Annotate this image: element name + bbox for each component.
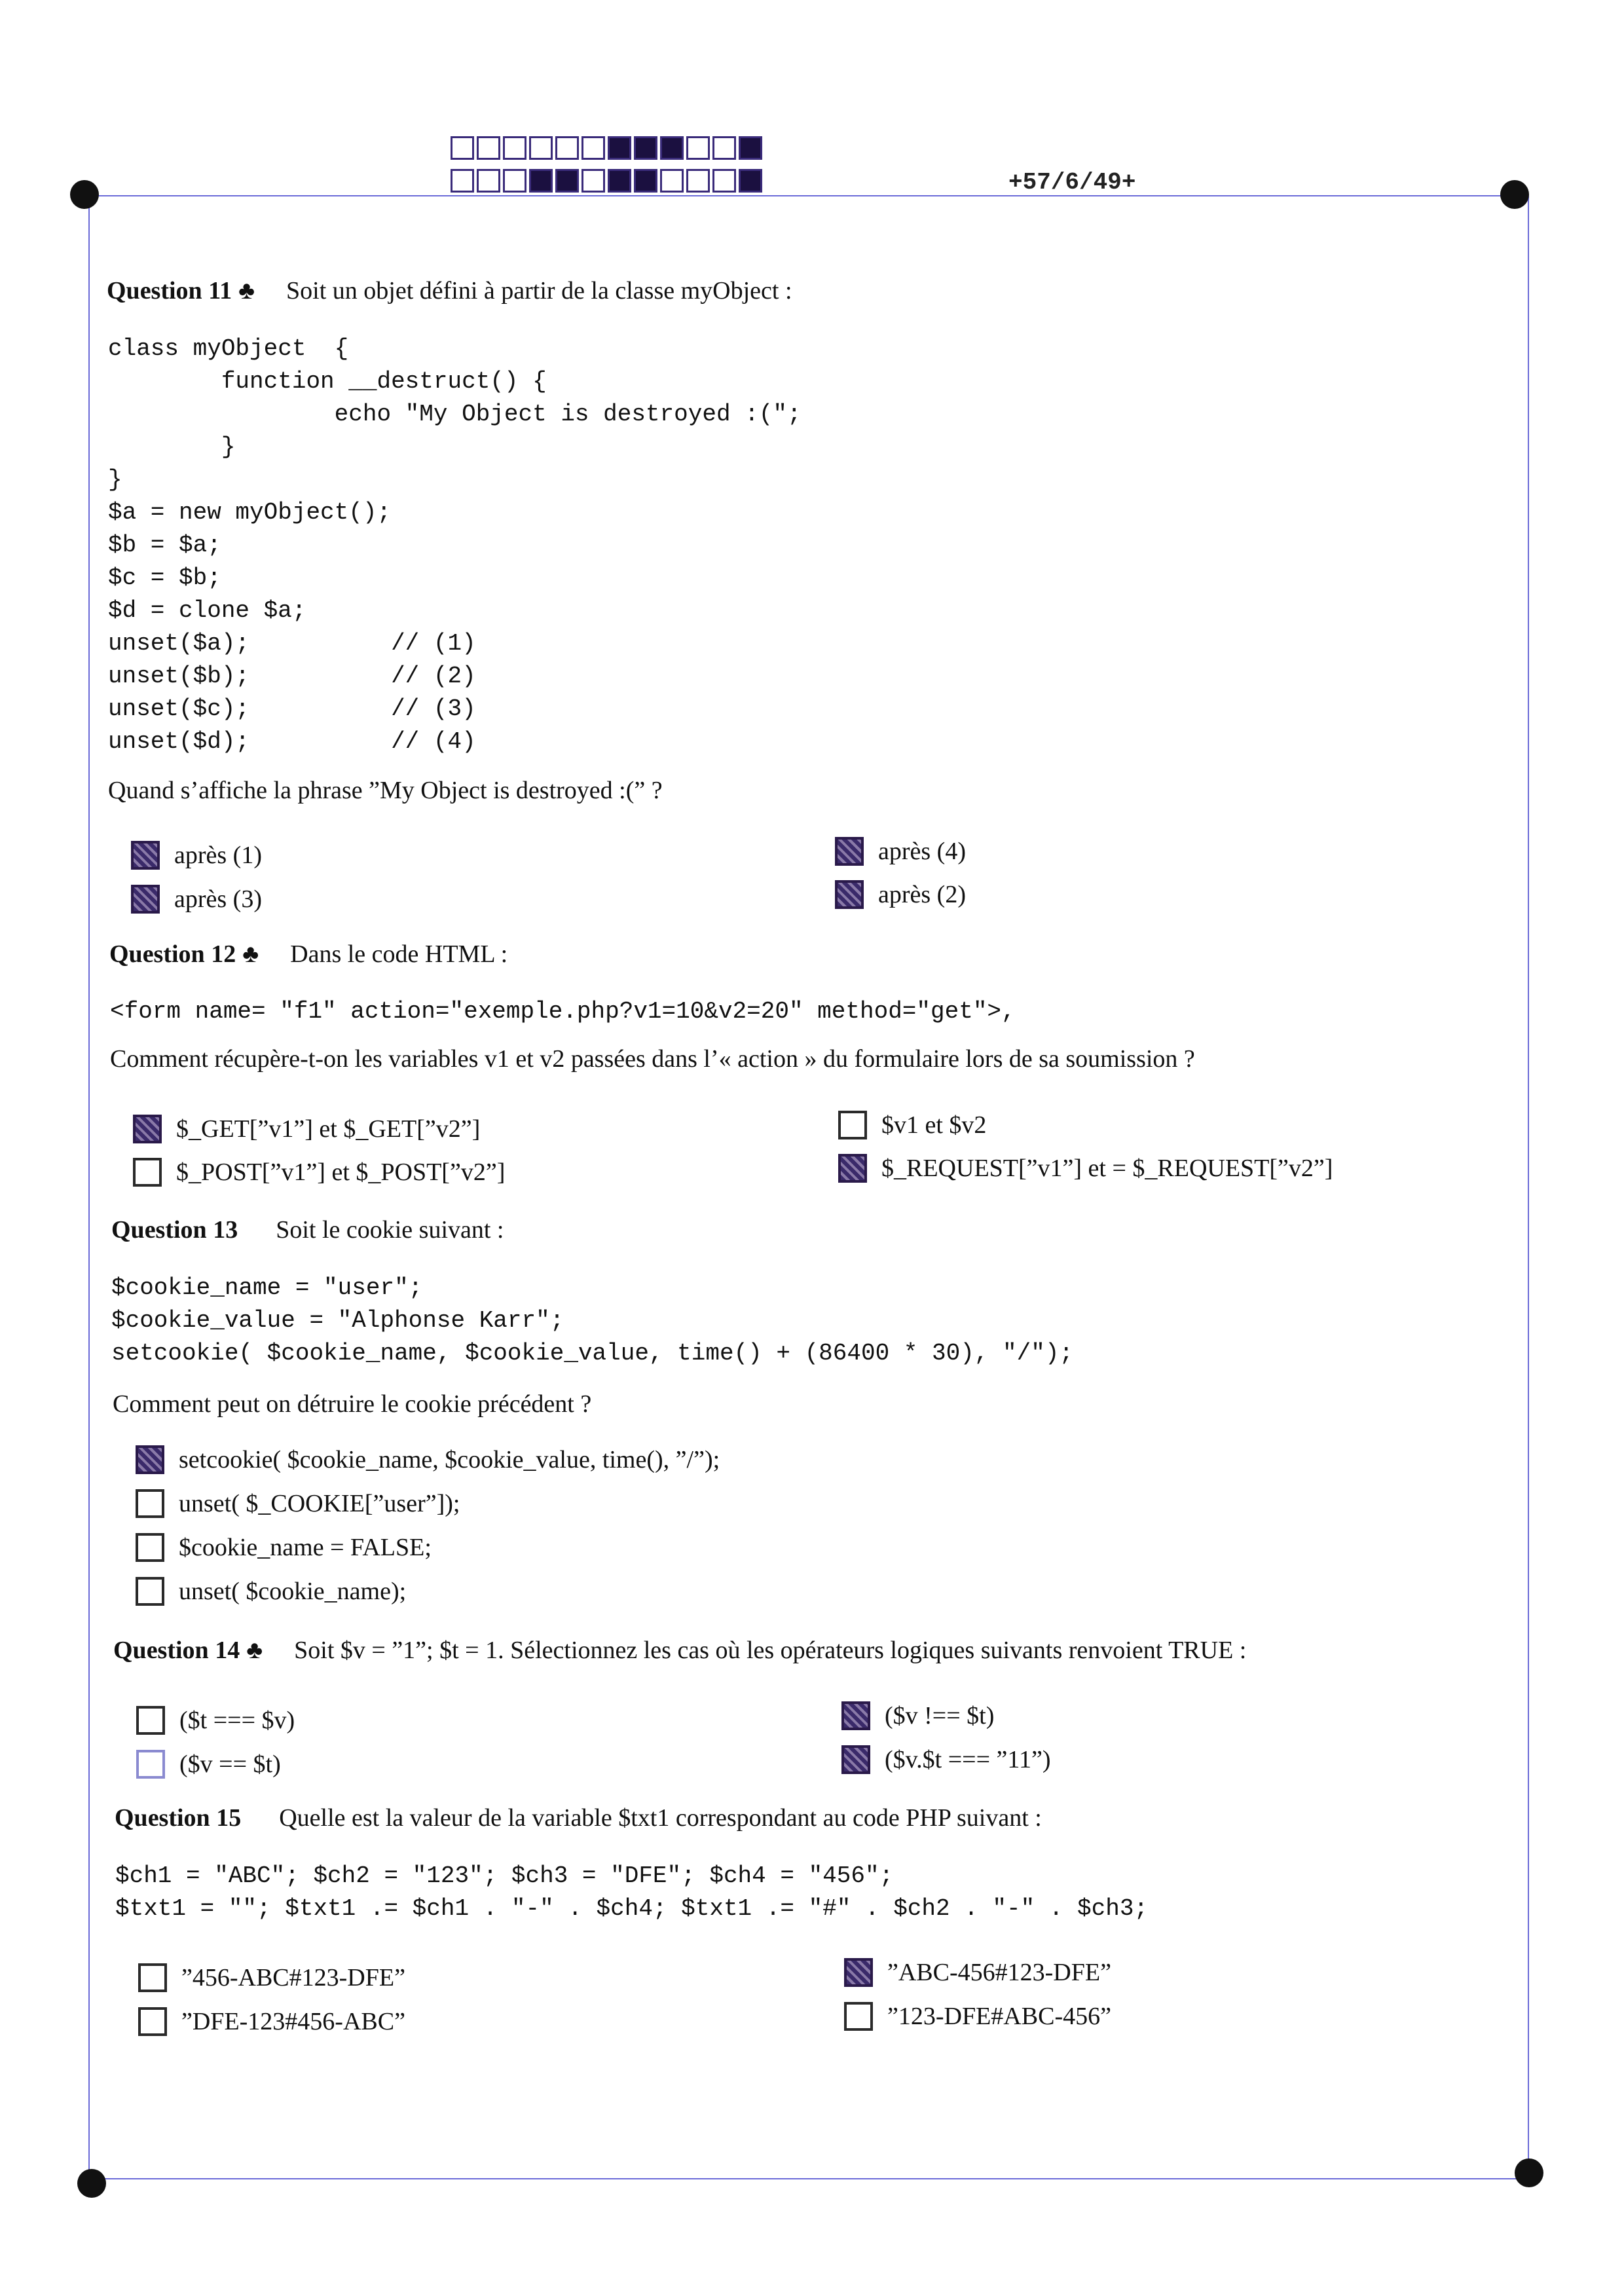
checkbox[interactable] (844, 2002, 873, 2031)
barcode-cell (608, 169, 631, 193)
barcode-cell (555, 169, 579, 193)
checkbox[interactable] (844, 1958, 873, 1987)
question-11-title (107, 276, 792, 305)
checkbox[interactable] (136, 1533, 164, 1562)
question-15-code: $ch1 = "ABC"; $ch2 = "123"; $ch3 = "DFE"; $ch4 = "456"; $txt1 = ""; $txt1 .= $ch1 . "-" . $ch4; $txt1 .= "#" . $ch2 . "-" . $ch3; (115, 1862, 1149, 1922)
barcode-cell (451, 169, 474, 193)
barcode-cell (686, 136, 710, 160)
q15-option-4[interactable] (844, 2002, 1111, 2031)
option-label: $_GET[”v1”] et $_GET[”v2”] (176, 1115, 481, 1143)
corner-mark-top-left (70, 180, 99, 209)
checkbox[interactable] (138, 1963, 167, 1992)
question-12-code: <form name= "f1" action="exemple.php?v1=10&v2=20" method="get">, (110, 998, 1016, 1025)
checkbox[interactable] (835, 880, 864, 909)
q15-option-2[interactable] (138, 2007, 405, 2036)
question-12-text: Comment récupère-t-on les variables v1 et v2 passées dans l’« action » du formulaire lors de sa soumission ? (110, 1045, 1195, 1073)
question-15-title (115, 1804, 1042, 1832)
barcode-cell (451, 136, 474, 160)
q12-option-1[interactable] (133, 1115, 480, 1143)
option-label: ”DFE-123#456-ABC” (181, 2008, 405, 2035)
option-label: ”456-ABC#123-DFE” (181, 1964, 405, 1991)
corner-mark-bottom-left (77, 2169, 106, 2198)
question-13-number: Question 13 (111, 1216, 238, 1244)
question-13-text: Comment peut on détruire le cookie précédent ? (113, 1390, 592, 1418)
question-11-number: Question 11 (107, 277, 232, 305)
checkbox[interactable] (841, 1701, 870, 1730)
checkbox[interactable] (136, 1489, 164, 1518)
question-13-prompt: Soit le cookie suivant : (276, 1216, 504, 1244)
question-12-title (109, 940, 507, 969)
page-id: +57/6/49+ (1008, 169, 1136, 196)
barcode-cell (712, 136, 736, 160)
barcode-cell (608, 136, 631, 160)
q11-option-4[interactable] (835, 880, 966, 909)
question-15-prompt: Quelle est la valeur de la variable $txt1 correspondant au code PHP suivant : (279, 1804, 1042, 1832)
q13-option-3[interactable] (136, 1533, 432, 1562)
club-icon: ♣ (242, 940, 259, 968)
checkbox[interactable] (133, 1115, 162, 1143)
club-icon: ♣ (246, 1637, 263, 1664)
option-label: $_REQUEST[”v1”] et = $_REQUEST[”v2”] (881, 1155, 1333, 1182)
question-11-prompt: Soit un objet défini à partir de la classe myObject : (286, 277, 792, 305)
checkbox[interactable] (131, 841, 160, 870)
barcode-cell (739, 136, 762, 160)
q14-option-1[interactable] (136, 1706, 295, 1735)
question-11-code: class myObject { function __destruct() { echo "My Object is destroyed :("; } } $a = new myObject(); $b = $a; $c = $b; $d = clone $a; unset($a); // (1) unset($b); // (2) unset($c); // (3) unset($d); // (4) (108, 335, 802, 755)
q11-option-1[interactable] (131, 841, 262, 870)
q11-option-2[interactable] (131, 885, 262, 914)
option-label: $cookie_name = FALSE; (179, 1534, 432, 1561)
barcode-cell (660, 169, 684, 193)
question-13-title (111, 1215, 504, 1244)
question-14-title (113, 1636, 1246, 1665)
barcode-cell (686, 169, 710, 193)
q12-option-4[interactable] (838, 1154, 1333, 1183)
q14-option-2[interactable] (136, 1750, 281, 1779)
barcode-cell (477, 136, 500, 160)
barcode-row-2 (451, 169, 762, 193)
barcode-cell (739, 169, 762, 193)
option-label: ($v == $t) (179, 1750, 281, 1778)
checkbox[interactable] (136, 1445, 164, 1474)
question-15-number: Question 15 (115, 1804, 242, 1832)
q11-option-3[interactable] (835, 837, 966, 866)
checkbox[interactable] (835, 837, 864, 866)
option-label: unset( $cookie_name); (179, 1578, 407, 1605)
option-label: après (2) (878, 881, 966, 908)
question-12-prompt: Dans le code HTML : (290, 940, 508, 968)
q13-option-2[interactable] (136, 1489, 460, 1518)
q12-option-3[interactable] (838, 1111, 986, 1139)
barcode-cell (581, 169, 605, 193)
barcode-cell (581, 136, 605, 160)
q14-option-4[interactable] (841, 1745, 1051, 1774)
checkbox[interactable] (838, 1111, 867, 1139)
option-label: ($v.$t === ”11”) (885, 1746, 1051, 1773)
question-14-prompt: Soit $v = ”1”; $t = 1. Sélectionnez les cas où les opérateurs logiques suivants renvoient TRUE : (294, 1637, 1247, 1664)
q12-option-2[interactable] (133, 1158, 505, 1187)
corner-mark-bottom-right (1515, 2158, 1543, 2187)
option-label: unset( $_COOKIE[”user”]); (179, 1490, 460, 1517)
barcode-row-1 (451, 136, 762, 160)
option-label: après (4) (878, 838, 966, 865)
checkbox[interactable] (136, 1706, 165, 1735)
question-14-number: Question 14 (113, 1637, 240, 1664)
checkbox[interactable] (136, 1577, 164, 1606)
option-label: après (1) (174, 842, 262, 869)
option-label: ($t === $v) (179, 1707, 295, 1734)
question-13-code: $cookie_name = "user"; $cookie_value = "Alphonse Karr"; setcookie( $cookie_name, $cookie_value, time() + (86400 * 30), "/"); (111, 1274, 1074, 1367)
q15-option-3[interactable] (844, 1958, 1111, 1987)
checkbox[interactable] (133, 1158, 162, 1187)
barcode-cell (634, 136, 657, 160)
question-11-text: Quand s’affiche la phrase ”My Object is destroyed :(” ? (108, 777, 663, 804)
option-label: après (3) (174, 885, 262, 913)
barcode-cell (660, 136, 684, 160)
question-12-number: Question 12 (109, 940, 236, 968)
checkbox[interactable] (136, 1750, 165, 1779)
checkbox[interactable] (131, 885, 160, 914)
barcode-cell (529, 136, 553, 160)
barcode-cell (503, 169, 526, 193)
checkbox[interactable] (841, 1745, 870, 1774)
checkbox[interactable] (138, 2007, 167, 2036)
q13-option-1[interactable] (136, 1445, 720, 1474)
q14-option-3[interactable] (841, 1701, 994, 1730)
club-icon: ♣ (238, 277, 255, 305)
corner-mark-top-right (1500, 180, 1529, 209)
option-label: $_POST[”v1”] et $_POST[”v2”] (176, 1158, 506, 1186)
option-label: ($v !== $t) (885, 1702, 995, 1730)
barcode-cell (712, 169, 736, 193)
barcode-cell (555, 136, 579, 160)
barcode-cell (503, 136, 526, 160)
barcode-cell (529, 169, 553, 193)
option-label: $v1 et $v2 (881, 1111, 987, 1139)
barcode-cell (477, 169, 500, 193)
barcode-cell (634, 169, 657, 193)
checkbox[interactable] (838, 1154, 867, 1183)
option-label: ”ABC-456#123-DFE” (887, 1959, 1111, 1986)
option-label: setcookie( $cookie_name, $cookie_value, time(), ”/”); (179, 1446, 720, 1473)
option-label: ”123-DFE#ABC-456” (887, 2003, 1111, 2030)
q15-option-1[interactable] (138, 1963, 405, 1992)
q13-option-4[interactable] (136, 1577, 406, 1606)
